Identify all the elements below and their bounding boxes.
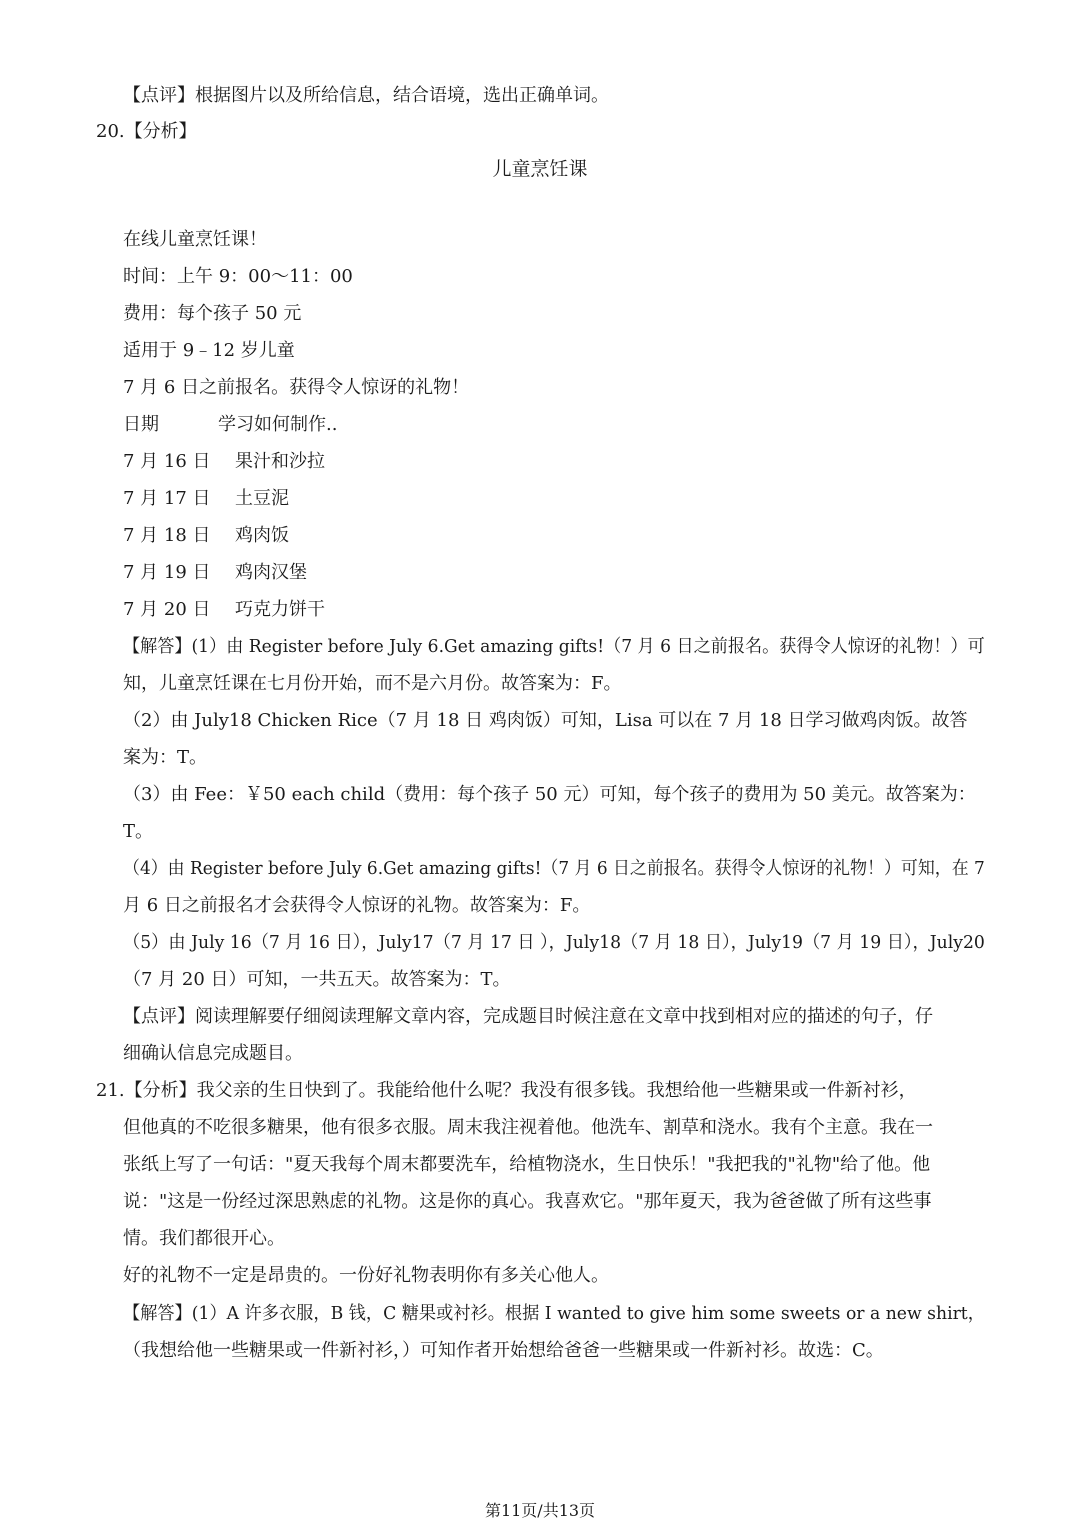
page-number: 第11页/共13页 [484,1501,596,1520]
schedule-row [123,450,325,474]
q19-comment: 【点评】根据图片以及所给信息，结合语境，选出正确单词。 [123,85,609,106]
schedule-item: 鸡肉汉堡 [235,562,307,583]
schedule-header [123,413,338,437]
q21-answer-line: 【解答】(1）A 许多衣服，B 钱，C 糖果或衬衫。根据 I wanted to give him some sweets or a new shirt， [123,1303,985,1324]
schedule-item: 果汁和沙拉 [235,451,325,472]
q21-answer-line: （我想给他一些糖果或一件新衬衫，）可知作者开始想给爸爸一些糖果或一件新衬衫。故选：C。 [123,1340,884,1361]
schedule-date: 7 月 17 日 [123,488,211,509]
answer-line: （2）由 July18 Chicken Rice（7 月 18 日 鸡肉饭）可知，Lisa 可以在 7 月 18 日学习做鸡肉饭。故答 [123,710,968,731]
answer-line: （4）由 Register before July 6.Get amazing gifts!（7 月 6 日之前报名。获得令人惊讶的礼物！）可知，在 7 [123,858,985,879]
answer-line: 【解答】(1）由 Register before July 6.Get amazing gifts!（7 月 6 日之前报名。获得令人惊讶的礼物！）可 [123,636,985,657]
schedule-date: 7 月 18 日 [123,525,211,546]
schedule-header-date: 日期 [123,414,159,435]
answer-line: 知，儿童烹饪课在七月份开始，而不是六月份。故答案为：F。 [123,673,622,694]
q21-analysis-line: 但他真的不吃很多糖果，他有很多衣服。周末我注视着他。他洗车、割草和浇水。我有个主意。我在一 [123,1117,933,1138]
q21-analysis-line: 张纸上写了一句话："夏天我每个周末都要洗车，给植物浇水，生日快乐！"我把我的"礼物"给了他。他 [123,1154,931,1175]
schedule-date: 7 月 16 日 [123,451,211,472]
schedule-item: 鸡肉饭 [235,525,289,546]
intro-line: 适用于 9﹣12 岁儿童 [123,340,295,361]
passage-title: 儿童烹饪课 [492,158,588,180]
q20-header: 20.【分析】 [96,121,197,142]
comment-line: 细确认信息完成题目。 [123,1043,303,1064]
q21-analysis-line: 说："这是一份经过深思熟虑的礼物。这是你的真心。我喜欢它。"那年夏天，我为爸爸做了所有这些事 [123,1191,932,1212]
intro-line: 在线儿童烹饪课！ [123,229,267,250]
schedule-header-what: 学习如何制作.. [218,414,338,435]
schedule-row [123,487,289,511]
schedule-row [123,561,307,585]
schedule-row [123,524,289,548]
q21-analysis-line: 21.【分析】我父亲的生日快到了。我能给他什么呢？我没有很多钱。我想给他一些糖果或一件新衬衫， [96,1080,917,1101]
answer-line: （7 月 20 日）可知，一共五天。故答案为：T。 [123,969,511,990]
answer-line: （5）由 July 16（7 月 16 日），July17（7 月 17 日 ），July18（7 月 18 日），July19（7 月 19 日），July20 [123,932,985,953]
answer-line: 案为：T。 [123,747,208,768]
schedule-date: 7 月 20 日 [123,599,211,620]
intro-line: 时间：上午 9：00～11：00 [123,266,353,287]
schedule-date: 7 月 19 日 [123,562,211,583]
answer-line: （3）由 Fee：￥50 each child（费用：每个孩子 50 元）可知，每个孩子的费用为 50 美元。故答案为： [123,784,976,805]
intro-line: 7 月 6 日之前报名。获得令人惊讶的礼物！ [123,377,470,398]
answer-line: 月 6 日之前报名才会获得令人惊讶的礼物。故答案为：F。 [123,895,591,916]
answer-line: T。 [123,821,154,842]
schedule-item: 巧克力饼干 [235,599,325,620]
q21-analysis-line: 好的礼物不一定是昂贵的。一份好礼物表明你有多关心他人。 [123,1265,609,1286]
q21-analysis-line: 情。我们都很开心。 [123,1228,285,1249]
intro-line: 费用：每个孩子 50 元 [123,303,302,324]
schedule-item: 土豆泥 [235,488,289,509]
schedule-row [123,598,325,622]
comment-line: 【点评】阅读理解要仔细阅读理解文章内容，完成题目时候注意在文章中找到相对应的描述的句子，仔 [123,1006,933,1027]
